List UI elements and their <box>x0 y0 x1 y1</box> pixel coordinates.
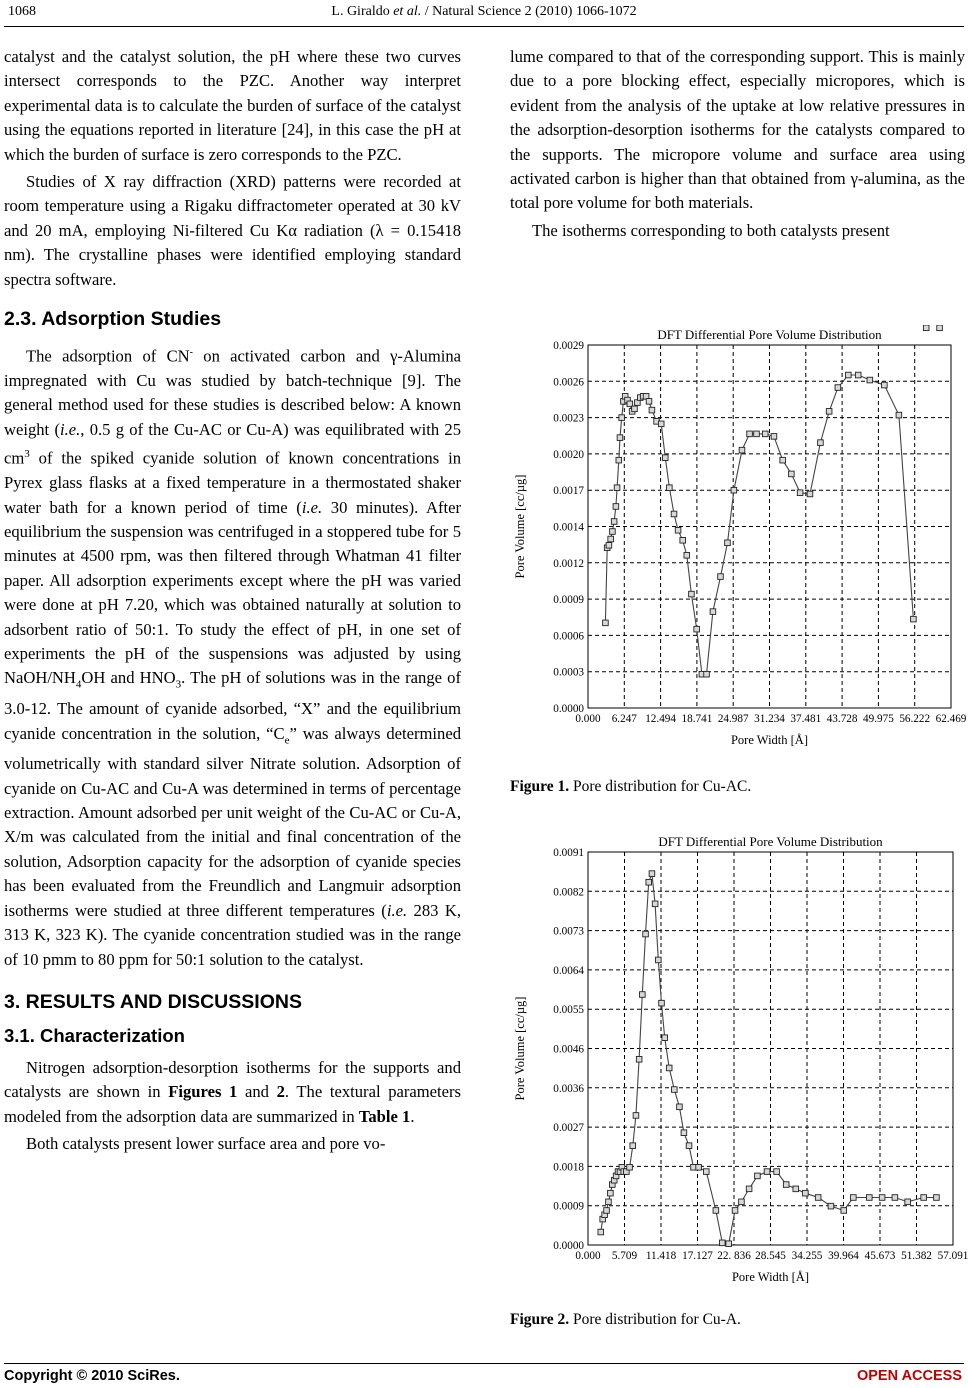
data-point <box>619 415 625 421</box>
x-tick-label: 24.987 <box>717 713 749 725</box>
y-tick-label: 0.0003 <box>553 666 584 679</box>
text-run: of the spiked cyanide solution of known concentrations in Pyrex glass flasks at a fixed temperature in a thermostated shaker water bath for a known period of time ( <box>4 448 461 517</box>
data-point <box>835 385 841 391</box>
data-point <box>656 957 662 963</box>
x-tick-label: 34.255 <box>791 1250 823 1262</box>
x-tick-label: 11.418 <box>645 1250 677 1262</box>
footer-copyright: Copyright © 2010 SciRes. <box>4 1368 180 1384</box>
figure-ref-1[interactable]: Figures 1 <box>168 1082 238 1102</box>
data-point <box>755 1173 761 1179</box>
section-heading-2-3: 2.3. Adsorption Studies <box>4 308 222 331</box>
data-point <box>694 626 700 632</box>
text-run: on activated carbon and γ-Alumina impregnated with Cu was studied by batch-technique [9]. The general method used for these studies is described below: A known weight ( <box>4 346 462 439</box>
data-point <box>606 542 612 548</box>
data-point <box>696 1164 702 1170</box>
data-point <box>643 931 649 937</box>
data-point <box>789 471 795 477</box>
data-point <box>617 435 623 441</box>
y-tick-label: 0.0055 <box>553 1004 584 1017</box>
data-point <box>739 447 745 453</box>
x-tick-label: 0.000 <box>575 1250 601 1262</box>
data-point <box>630 1143 636 1149</box>
data-point <box>718 574 724 580</box>
data-point <box>710 609 716 615</box>
data-point <box>611 519 617 525</box>
text-run: . <box>410 1106 415 1126</box>
data-point <box>667 485 673 491</box>
data-point <box>640 992 646 998</box>
data-point <box>719 1240 725 1246</box>
data-point <box>826 409 832 415</box>
paragraph-nitrogen-isotherms <box>4 1056 461 1129</box>
chart-title: DFT Differential Pore Volume Distribution <box>658 834 883 849</box>
x-tick-label: 17.127 <box>682 1250 713 1262</box>
data-point <box>677 1104 683 1110</box>
data-point <box>703 1169 709 1175</box>
y-tick-label: 0.0018 <box>553 1161 584 1174</box>
y-axis-label: Pore Volume [cc/µg] <box>513 996 527 1101</box>
data-point <box>892 1195 898 1201</box>
series-line <box>605 375 913 674</box>
data-point <box>680 537 686 543</box>
paragraph-xrd: Studies of X ray diffraction (XRD) patterns were recorded at room temperature using a Rigaku diffractometer operated at 30 kV and 20 mA, employing Ni-filtered Cu Kα radiation (λ = 0.15418 nm). The crystalline phases were identified employing standard spectra software. <box>4 172 461 289</box>
data-point <box>614 485 620 491</box>
subscript: e <box>284 733 290 746</box>
data-point <box>666 1065 672 1071</box>
text-run: The adsorption of CN <box>26 346 190 366</box>
data-point <box>659 1000 665 1006</box>
data-point <box>879 1195 885 1201</box>
data-point <box>726 1241 732 1247</box>
data-point <box>780 457 786 463</box>
y-tick-label: 0.0012 <box>553 557 584 570</box>
x-tick-label: 45.673 <box>864 1250 896 1262</box>
text-run: Nitrogen adsorption-desorption isotherms for the supports and catalysts are shown in <box>4 1057 461 1102</box>
header-rule <box>4 26 964 27</box>
figure-1-chart <box>508 325 968 765</box>
data-point <box>882 382 888 388</box>
caption-label: Figure 2. <box>510 1311 570 1328</box>
y-tick-label: 0.0014 <box>553 521 584 534</box>
data-point <box>636 1056 642 1062</box>
running-head-journal: / Natural Science 2 (2010) 1066-1072 <box>421 4 637 19</box>
data-point <box>921 1195 927 1201</box>
data-point <box>658 421 664 427</box>
y-tick-label: 0.0064 <box>553 964 584 977</box>
italic-ie: i.e. <box>301 497 323 517</box>
y-tick-label: 0.0009 <box>553 594 584 607</box>
text-run: . The textural parameters modeled from the adsorption data are summarized in <box>4 1082 461 1126</box>
x-tick-label: 31.234 <box>754 713 785 725</box>
data-point <box>713 1208 719 1214</box>
x-tick-label: 57.091 <box>937 1250 968 1262</box>
y-tick-label: 0.0036 <box>553 1082 584 1095</box>
data-point <box>681 1130 687 1136</box>
x-tick-label: 43.728 <box>826 713 858 725</box>
figure-2-chart <box>508 830 968 1292</box>
data-point <box>684 552 690 558</box>
x-tick-label: 37.481 <box>790 713 822 725</box>
y-axis-label: Pore Volume [cc/µg] <box>513 474 527 579</box>
data-point <box>606 1199 612 1205</box>
x-tick-label: 51.382 <box>901 1250 932 1262</box>
italic-ie: i.e. <box>59 419 81 439</box>
x-tick-label: 5.709 <box>611 1250 638 1262</box>
data-point <box>867 377 873 383</box>
figure-2-caption <box>510 1311 741 1329</box>
y-tick-label: 0.0091 <box>553 847 584 859</box>
data-point <box>613 504 619 510</box>
section-heading-3-1: 3.1. Characterization <box>4 1024 185 1046</box>
data-point <box>815 1195 821 1201</box>
data-point <box>747 431 753 437</box>
paragraph-adsorption-method <box>4 341 461 972</box>
right-column <box>510 45 965 243</box>
running-head <box>0 4 968 20</box>
y-tick-label: 0.0020 <box>553 448 584 461</box>
data-point <box>616 457 622 463</box>
caption-text: Pore distribution for Cu-AC. <box>569 778 752 795</box>
data-point <box>867 1195 873 1201</box>
data-point <box>632 406 638 412</box>
data-point <box>807 491 813 497</box>
y-tick-label: 0.0023 <box>553 412 584 425</box>
data-point <box>739 1199 745 1205</box>
data-point <box>828 1203 834 1209</box>
data-point <box>704 671 710 677</box>
data-point <box>732 1208 738 1214</box>
x-axis-label: Pore Width [Å] <box>731 1270 810 1284</box>
caption-text: Pore distribution for Cu-A. <box>569 1311 741 1328</box>
data-point <box>633 1113 639 1119</box>
section-heading-3: 3. RESULTS AND DISCUSSIONS <box>4 990 302 1013</box>
y-tick-label: 0.0000 <box>553 1240 584 1252</box>
data-point <box>911 616 917 622</box>
data-point <box>646 879 652 885</box>
text-run: ” was always determined volumetrically with standard silver Nitrate solution. Adsorption of cyanide on Cu-AC and Cu-A was determined in terms of percentage extraction. Amount adsorbed per unit weight of the Cu-AC or Cu-A, X/m was calculated from the initial and final concentration of the solution, Adsorption capacity for the adsorption of cyanide species has been evaluated from the Freundlich and Langmuir adsorption isotherms were studied at three different temperatures ( <box>4 723 461 920</box>
figure-ref-2[interactable]: 2 <box>276 1082 285 1102</box>
x-tick-label: 22. 836 <box>717 1250 751 1262</box>
table-ref-1[interactable]: Table 1 <box>358 1106 411 1126</box>
data-point <box>803 1190 809 1196</box>
italic-ie: i.e. <box>386 900 408 920</box>
text-run: 283 K, 313 K, 323 K). The cyanide concentration studied was in the range of 10 pmm to 80 ppm for 50:1 solution to the catalyst. <box>4 900 461 969</box>
data-point <box>762 431 768 437</box>
data-point <box>689 591 695 597</box>
x-tick-label: 28.545 <box>755 1250 786 1262</box>
y-tick-label: 0.0000 <box>553 703 584 715</box>
superscript: - <box>189 347 193 359</box>
x-tick-label: 6.247 <box>611 713 637 725</box>
data-point <box>783 1182 789 1188</box>
y-tick-label: 0.0027 <box>553 1122 584 1135</box>
running-head-etal: et al. <box>393 4 422 19</box>
data-point <box>598 1229 604 1235</box>
data-point <box>905 1199 911 1205</box>
data-point <box>793 1186 799 1192</box>
data-point <box>818 440 824 446</box>
x-tick-label: 12.494 <box>645 713 676 725</box>
text-run: OH and HNO <box>81 668 176 688</box>
data-point <box>610 529 616 535</box>
data-point <box>649 407 655 413</box>
data-point <box>754 431 760 437</box>
subscript: 4 <box>75 678 82 691</box>
figure-1-caption <box>510 778 751 796</box>
data-point <box>846 372 852 378</box>
chart-title: DFT Differential Pore Volume Distribution <box>657 327 882 342</box>
y-tick-label: 0.0009 <box>553 1200 584 1213</box>
caption-label: Figure 1. <box>510 778 570 795</box>
y-tick-label: 0.0006 <box>553 630 584 643</box>
data-point <box>627 1164 633 1170</box>
data-point <box>923 325 929 331</box>
data-point <box>672 1087 678 1093</box>
data-point <box>608 536 614 542</box>
y-tick-label: 0.0046 <box>553 1043 584 1056</box>
x-axis-label: Pore Width [Å] <box>730 733 809 747</box>
data-point <box>675 527 681 533</box>
data-point <box>771 434 777 440</box>
paragraph-pore-blocking: lume compared to that of the corresponding support. This is mainly due to a pore blocking effect, especially micropores, which is evident from the analysis of the uptake at low relative pressures in the adsorption-desorption isotherms for the catalysts compared to the supports. The micropore volume and surface area using activated carbon is higher than that obtained from γ-alumina, as the total pore volume for both materials. <box>510 47 965 213</box>
y-tick-label: 0.0073 <box>553 925 584 938</box>
data-point <box>725 540 731 546</box>
subscript: 3 <box>175 678 182 691</box>
data-point <box>608 1190 614 1196</box>
text-run: . The pH of solutions was in the range of 3.0-12. The amount of cyanide adsorbed, “X” and the equilibrium cyanide concentration in the solution, “C <box>4 668 461 743</box>
x-tick-label: 56.222 <box>899 713 931 725</box>
data-point <box>746 1186 752 1192</box>
data-point <box>934 1195 940 1201</box>
data-point <box>937 325 943 331</box>
paragraph-both-catalysts: Both catalysts present lower surface area and pore vo- <box>26 1134 386 1154</box>
data-point <box>797 490 803 496</box>
superscript: 3 <box>24 448 30 461</box>
footer-rule <box>4 1363 964 1364</box>
data-point <box>774 1169 780 1175</box>
data-point <box>662 455 668 461</box>
data-point <box>731 487 737 493</box>
text-run: , 0.5 g of the Cu-AC or Cu-A) was equilibrated with 25 cm <box>4 419 462 468</box>
y-tick-label: 0.0029 <box>553 340 584 352</box>
data-point <box>764 1169 770 1175</box>
x-tick-label: 39.964 <box>828 1250 859 1262</box>
data-point <box>604 1208 610 1214</box>
text-run: 30 minutes). After equilibrium the suspension was centrifuged in a stoppered tube for 5 minutes at 4500 rpm, was then filtered through Whatman 41 filter paper. All adsorption experiments except where the pH was varied were done at pH 7.20, which was obtained naturally at solution to adsorbent ratio of 50:1. To study the effect of pH, in one set of experiments the pH of the suspensions was adjusted by using NaOH/NH <box>4 497 461 688</box>
data-point <box>662 1035 668 1041</box>
data-point <box>649 871 655 877</box>
x-tick-label: 62.469 <box>935 713 967 725</box>
data-point <box>671 511 677 517</box>
paragraph-isotherms-present: The isotherms corresponding to both catalysts present <box>532 220 890 240</box>
text-run: and <box>237 1082 277 1102</box>
data-point <box>855 372 861 378</box>
data-point <box>851 1195 857 1201</box>
y-tick-label: 0.0026 <box>553 376 584 389</box>
footer-open-access[interactable]: OPEN ACCESS <box>856 1368 962 1384</box>
running-head-authors: L. Giraldo <box>331 4 394 19</box>
data-point <box>896 412 902 418</box>
series-line <box>601 874 937 1244</box>
x-tick-label: 0.000 <box>575 713 601 725</box>
x-tick-label: 49.975 <box>863 713 894 725</box>
data-point <box>646 399 652 405</box>
data-point <box>841 1208 847 1214</box>
paragraph-pzc-continued: catalyst and the catalyst solution, the pH where these two curves intersect corresponds to the PZC. Another way interpret experimental data is to calculate the burden of surface of the catalyst using the equations reported in literature [24], in this case the pH at which the burden of surface is zero corresponds to the PZC. <box>4 47 461 164</box>
left-column <box>4 45 461 1157</box>
y-tick-label: 0.0017 <box>553 485 584 498</box>
data-point <box>603 620 609 626</box>
data-point <box>652 901 658 907</box>
x-tick-label: 18.741 <box>681 713 713 725</box>
page-number: 1068 <box>8 4 36 19</box>
y-tick-label: 0.0082 <box>553 886 584 899</box>
data-point <box>686 1143 692 1149</box>
